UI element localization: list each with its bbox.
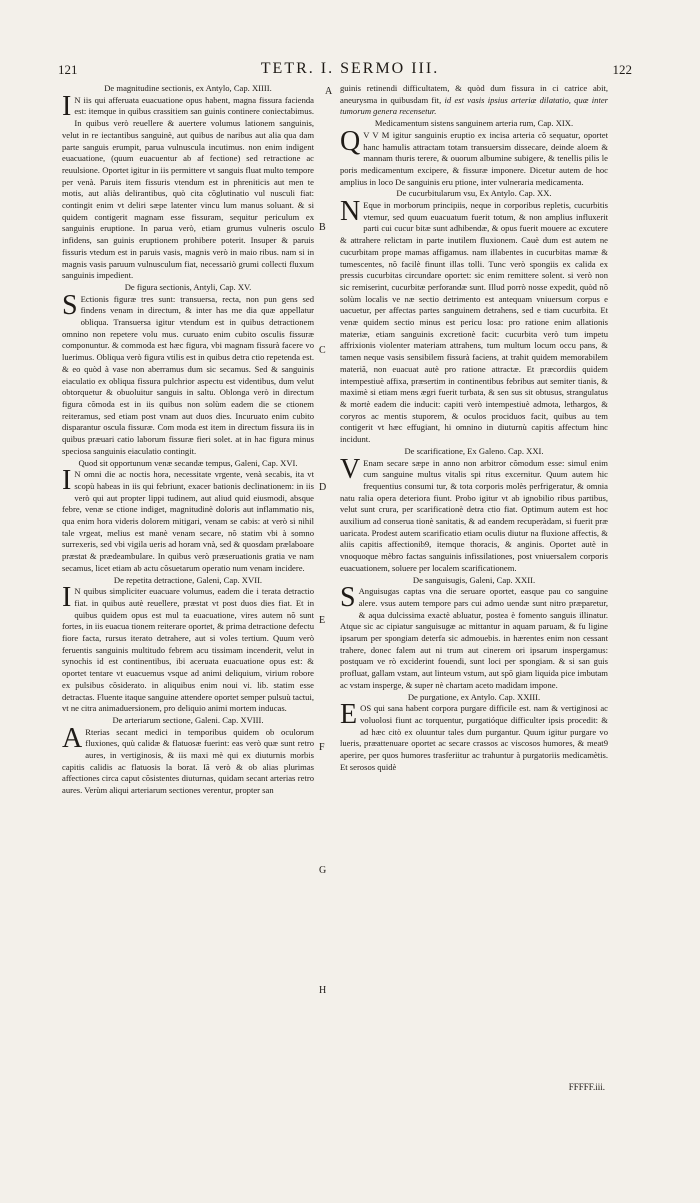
drop-capital: E [340,699,358,731]
section-heading: De cucurbitularum vsu, Ex Antylo. Cap. XX. [396,188,552,199]
margin-marker-b: B [319,222,326,233]
drop-capital: I [62,90,72,122]
section-heading: De repetita detractione, Galeni, Cap. XVII. [113,574,263,585]
body-paragraph [340,196,608,446]
margin-marker-e: E [319,615,326,626]
section-heading: Quod sit opportunum venæ secandæ tempus, Galeni, Cap. XVI. [78,457,298,468]
drop-capital: I [62,582,72,614]
body-paragraph [340,699,608,773]
body-paragraph [62,465,314,574]
section-heading: De scarificatione, Ex Galeno. Cap. XXI. [404,445,544,456]
drop-capital: I [62,465,72,497]
italic-gloss: id est vasis ipsius arteriæ dilatatio, quæ inter tumorum genera recensetur. [340,94,608,117]
body-paragraph [62,722,314,797]
drop-capital: S [340,582,356,614]
body-paragraph [62,289,314,458]
drop-capital: V [340,453,361,485]
section-heading: De magnitudine sectionis, ex Antylo, Cap. XIIII. [104,83,272,93]
drop-capital: S [62,289,78,321]
drop-capital: Q [340,125,361,157]
body-paragraph [340,582,608,691]
body-paragraph [340,125,608,189]
margin-marker-c: C [319,345,326,356]
drop-capital: A [62,722,83,754]
margin-marker-f: F [319,742,325,753]
right-column [340,83,608,773]
paragraph-text: N iis qui afferuata euacuatione opus habent, magna fissura facienda est: itemque in quibus crassitiem san guinis continere coniectabimus. In quibus verò reuellere & auertere volumus lationem sanguinis, velut in re iectantibus sanguinè, aut quibus de naribus aut alia qua dam parte sanguis erumpit, parua vulnuscula incutimus. non enim indigent euacuatione, (quum euacuentur ab af fectione) sed retractione ac reuulsione. Oportet igitur in iis permittere vt sanguis fluat multo tempore per venà. Paruis item fissuris vtendum est in phreniticis aut men te motis, aut aliàs delirantibus, quò cita cõglutinatio vul nusculi fiat: contingit enim vt deliri sæpe latenter vincu lum manus soluant. & si quidem contigerit magnam esse fissuram, sequitur periculum ex sanguinis eruptione. In parua verò, etiam grumus vulneris osculo infidens, san guinis eruptionem prohibere poterit. Insuper & paruis fissuris vtedum est in paruis vasis, magnis verò in maio ribus. nam si in magnis vasis paruum vulnusculum fiat, necessariò grumi collecti fluxum sanguinis impedient. [62,94,314,281]
body-paragraph [340,453,608,575]
paragraph-text: V V M igitur sanguinis eruptio ex incisa arteria cõ sequatur, oportet hanc hamulis attractam totam transuersim dissecare, deinde aloem & mannam thuris terere, & ouorum albumine subigere, & tenellis pilis le poris medicamentum excipere, & fissuræ imponere. Dicetur autem de hoc amplius in loco De sanguinis eru ptione, inter vulneraria medicamenta. [340,129,608,187]
paragraph-text: OS qui sana habent corpora purgare difficile est. nam & vertiginosi ac voluolosi fiunt ac torquentur, purgatióque difficulter ipsis procedit: & ad hæc citò ex oluuntur tales dum purgantur. Quum igitur purgare vo lueris, præattenuare oportet ac secare crassos ac viscosos humores, & meat9 aperire, per quos humores trasferiitur ac trahuntur à purgatoriis medicamètis. Et serosos quidè [340,703,608,772]
margin-marker-d: D [319,482,327,493]
running-head [0,60,700,82]
section-heading: De figura sectionis, Antyli, Cap. XV. [124,281,252,292]
margin-marker-a: A [325,86,333,97]
paragraph-text: Eque in morborum principiis, neque in corporibus repletis, cucurbitis vtemur, sed quum euacuatum fuerit totum, & non amplius influxerit parti cui cucur bitæ sunt adhibendæ, & opus fuerit mouere ac excutere & attrahere relictam in parte inutilem fluxionem. Cauè dum est autem ne cucurbitam prope mamas affigamus. nam illabentes in cucurbitas mamæ & tumescentes, nõ facilè finunt illas tolli. Tunc verò spongiis ex calida ex pressis cucurbitas circundare oportet: sic enim remittere solent. si verò non sic remiserint, cucurbitæ perforandæ sunt. Illud porrò nosse expedit, quòd nõ solùm localis ve næ sectio detrimento est antequam vniuersum corpus e uacuetur, per affectas partes sanguinem detrahens, sed e tiam cucurbita. Et venæ quidem sectio minus est pericu losa: pro ratione enim allationis materiæ, etiam sanguinis excretionè facit: cucurbita verò tum impetu affrixionis violenter materiam attrahens, tum multum locum occu pans, & tamen neque vasis sensibilem fissurà faciens, at trahit quidem memorabilem materiã, non euacuat autè pro ratione attractæ. Et præcordiis quidem intempestiuè affixa, præsertim in continentibus febribus aut semiter tianis, & maximè si etiam mens ægri fuerit turbata, & sen sus sit obtusus, strangulatus & mortè eadem die inducit: capiti verò intempestiuè admota, lethargos, & coryros ac mentis stuporem, & oculos prociduos facit, quibus au tem contigerit vt hæc effugiant, hi omnino in diuturnù capitis affectum hinc incidunt. [340,200,608,445]
page-title: TETR. I. SERMO III. [260,60,440,77]
paragraph-text: guinis retinendi difficultatem, & quòd dum fissura in ci catrice abit, aneurysma in quibusdam fit, [340,83,608,105]
page-number-right: 122 [612,62,632,77]
body-paragraph [62,90,314,282]
paragraph-text: N quibus simpliciter euacuare volumus, eadem die i terata detractio fiat. in quibus autè reuellere, præstat vt post duos dies fiat. Et in quibus quidem opus est mul ta euacuatione, vires autem nõ sunt fortes, in iis euacua tionem reiterare oportet, & prima detractione defectu fiore facta, rursus iterato detrahere, aut si voles tertium. Quum verò feruentis sanguinis multitudo febrem acu tissimam incenderit, velut in synochis id est continentibus, ibi aceruata euacuatione opus est: & oportet tentare vt euacuemus vsque ad animi deliquium, virium robore ex pulsibus cõsiderato. in aliquibus enim noui vi. lib. statim esse detractas. Fluente itaque sanguine attendere oportet semper pulsuù tactui, vt ne citra animaduersionem, pro deliquio animi mortem inducas. [62,586,314,714]
section-heading: De arteriarum sectione, Galeni. Cap. XVIII. [112,714,264,725]
paragraph-text: N omni die ac noctis hora, necessitate vrgente, venà secabis, ita vt scopù habeas in iis qui febriunt, exacer bationis declinationem: in iis verò qui aut propter lippi tudinem, aut aliud quid eiusmodi, absque febre, venæ se ctione indiget, magnitudinè doloris aut inflammatio nis, qua enim hora videris dolorem mitigari, venam se cabis: at verò si nihil tale vrgeat, melius est manè venam secare, nõ statim vbi à somno surrexeris, sed vbi vigila ueris ad horam vnà, sed & quosdam prælaboare præstat & prædeambulare. In quibus verò præseruationis gratia ve nam secamus, licet etiam ab actu cõsuetarum operatio num venam incidere. [62,469,314,573]
paragraph-text: Anguisugas captas vna die seruare oportet, easque pau co sanguine alere. vsus autem tempore pars cui admo uendæ sunt nitro præparetur, & aqua dulcissima exactè abluatur, postea è fomento sanguis illinatur. Atque sic ac cipiatur sanguisugæ ac mittantur in aquam paruam, & fu ligine ipsarum per spongiam deterfa sic admouebis. in hærentes enim non cessant trahere, donec falem aut ni trum aut cinerem ori ipsarum inspergamus: postquam ve rò exciderint fouendi, sunt loci per spongiam. & si san guis profluat, gallam vstam, aut linteum vstum, aut spõ giam liquida pice imbutam ac vstam insperge, & super nè chartam aceto madidam impone. [340,586,608,690]
body-paragraph [62,582,314,715]
signature-mark: FFFFF.iii. [568,1082,605,1092]
body-paragraph [340,83,608,118]
left-column [62,83,314,797]
paragraph-text: Rterias secant medici in temporibus quidem ob oculorum fluxiones, quù calidæ & flatuosæ fuerint: eas verò quæ sunt retro aures, in vertiginosis, & iis maxi mè qui ex diuturnis morbis capitis calidis ac flatuosis la borat. Iã verò & ob alias plurimas affectiones circa caput cõsistentes diuturnas, quidam secant arterias retro aures. Verùm aliqui arteriarum sectiones verentur, propter san [62,726,314,796]
section-heading: De sanguisugis, Galeni, Cap. XXII. [412,574,536,585]
paragraph-text: Enam secare sæpe in anno non arbitror cõmodum esse: simul enim cum sanguine multus vitalis spi ritus excernitur. Quum autem hic frequentius consumi tur, & tota corporis molès perfrigeratur, & omnia natu ralia opera deteriora fiunt. Probo igitur vt ab ignobilio ribus partibus, velut sunt crura, per scarificationè detra ctio fiat. Optimum autem est hoc auxilium ad conserua tionè sanitatis, & ad eandem recuperàdam, si fuerit præ uaricata. Prodest autem scarificatio etiam oculis diutur na fluxione affectis, & aliis capitis affectionib9, itemque thoracis, & anginis. Oportet autè in vnoquoque mèbro factas sanguinis infissilationes, post vniuersalem corporis euacuationem, soluere per localem scarificationem. [340,457,608,573]
margin-marker-g: G [319,865,327,876]
paragraph-text: Ectionis figuræ tres sunt: transuersa, recta, non pun gens sed findens venam in directum, & inter has me dia quæ appellatur obliqua. Transuersa igitur vtendum est in quibus detractionem omnino non repetere volu mus. curuato enim cubito osculis fissuræ componuntur. & commoda est hæc figura, vbi magnam fissurà facere vo luerimus. Obliqua verò figura vtilis est in quibus detra ctio repetenda est. & eo quòd à vase non aberramus dum sic secamus. Sed & sanguinis eiaculatio ex obliqua fissura pulchrior aspectu est videntibus, dum velut obtorquetur & obuoluitur sanguis in saltu. Oblonga verò in directum figura cõmoda est in iis quibus non solùm eadem die se ctionem reiteramus, sed etiam post vnam aut duos dies. Incuruato enim cubito disparantur oscula fissuræ. Com moda est item in directum fissura iis in quibus præuari catio laborum fissuræ fieri solet. at in hac figura minus speciosa sanguinis eiaculatio contingit. [62,293,314,456]
drop-capital: N [340,196,361,228]
section-heading: Medicamentum sistens sanguinem arteria rum, Cap. XIX. [374,118,574,129]
section-heading: De purgatione, ex Antylo. Cap. XXIII. [407,691,541,702]
page-number-left: 121 [58,62,78,77]
margin-marker-h: H [319,985,327,996]
